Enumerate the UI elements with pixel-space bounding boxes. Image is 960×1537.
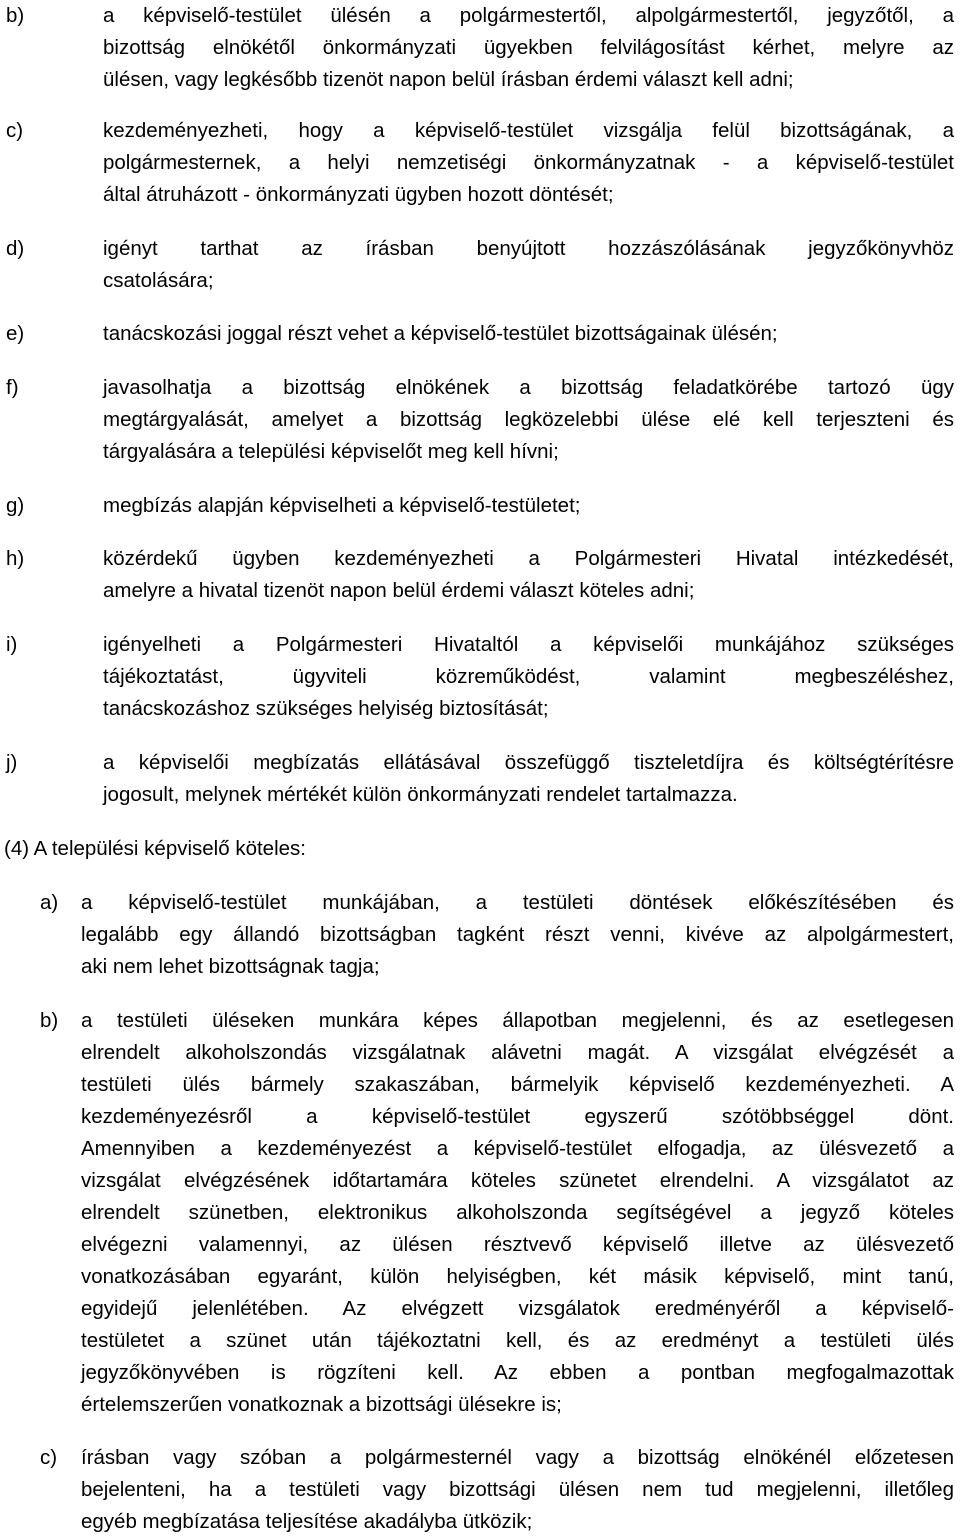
item-label: f): [6, 376, 19, 399]
item-text-line: igényt tarthat az írásban benyújtott hozzászólásának jegyzőkönyvhöz: [103, 237, 954, 260]
item-label: c): [6, 119, 24, 142]
item-text-line: a képviselő-testület ülésén a polgármestertől, alpolgármestertől, jegyzőtől, a: [103, 4, 954, 27]
item-label: g): [6, 494, 25, 517]
item-label: h): [6, 547, 25, 570]
item-text-line: aki nem lehet bizottságnak tagja;: [81, 955, 380, 978]
item-text-line: a képviselői megbízatás ellátásával összefüggő tiszteletdíjra és költségtérítésre: [103, 751, 954, 774]
item-text-line: ülésen, vagy legkésőbb tizenöt napon belül írásban érdemi választ kell adni;: [103, 68, 794, 91]
item-text-line: megbízás alapján képviselheti a képviselő-testületet;: [103, 494, 581, 517]
item-label: e): [6, 322, 25, 345]
item-text-line: jogosult, melynek mértékét külön önkormányzati rendelet tartalmazza.: [103, 783, 738, 806]
item-text-line: bizottság elnökétől önkormányzati ügyekben felvilágosítást kérhet, melyre az: [103, 36, 954, 59]
item-text-line: tájékoztatást, ügyviteli közreműködést, valamint megbeszéléshez,: [103, 665, 954, 688]
item-text-line: a testületi üléseken munkára képes állapotban megjelenni, és az esetlegesen: [81, 1009, 954, 1032]
item-label: j): [6, 751, 18, 774]
item-text-line: testületi ülés bármely szakaszában, bármelyik képviselő kezdeményezheti. A: [81, 1073, 954, 1096]
item-text-line: írásban vagy szóban a polgármesternél vagy a bizottság elnökénél előzetesen: [81, 1446, 954, 1469]
item-text-line: testületet a szünet után tájékoztatni kell, és az eredményt a testületi ülés: [81, 1329, 954, 1352]
item-label: d): [6, 237, 25, 260]
item-text-line: értelemszerűen vonatkoznak a bizottsági ülésekre is;: [81, 1393, 562, 1416]
item-text-line: polgármesternek, a helyi nemzetiségi önkormányzatnak - a képviselő-testület: [103, 151, 954, 174]
item-text-line: által átruházott - önkormányzati ügyben hozott döntését;: [103, 183, 614, 206]
item-text-line: megtárgyalását, amelyet a bizottság legközelebbi ülése elé kell terjeszteni és: [103, 408, 954, 431]
item-text-line: elvégezni valamennyi, az ülésen résztvevő képviselő illetve az ülésvezető: [81, 1233, 954, 1256]
item-label: i): [6, 633, 18, 656]
item-text-line: elrendelt szünetben, elektronikus alkoholszonda segítségével a jegyző köteles: [81, 1201, 954, 1224]
item-label: b): [6, 4, 25, 27]
item-text-line: javasolhatja a bizottság elnökének a bizottság feladatkörébe tartozó ügy: [103, 376, 954, 399]
item-label: c): [40, 1446, 58, 1469]
item-text-line: közérdekű ügyben kezdeményezheti a Polgármesteri Hivatal intézkedését,: [103, 547, 954, 570]
item-label: a): [40, 891, 59, 914]
item-text-line: tanácskozáshoz szükséges helyiség biztosítását;: [103, 697, 549, 720]
item-text-line: igényelheti a Polgármesteri Hivataltól a képviselői munkájához szükséges: [103, 633, 954, 656]
item-text-line: bejelenteni, ha a testületi vagy bizottsági ülésen nem tud megjelenni, illetőleg: [81, 1478, 954, 1501]
item-text-line: vonatkozásában egyaránt, külön helyiségben, két másik képviselő, mint tanú,: [81, 1265, 954, 1288]
item-text-line: Amennyiben a kezdeményezést a képviselő-testület elfogadja, az ülésvezető a: [81, 1137, 954, 1160]
item-text-line: vizsgálat elvégzésének időtartamára köteles szünetet elrendelni. A vizsgálatot az: [81, 1169, 954, 1192]
item-text-line: a képviselő-testület munkájában, a testületi döntések előkészítésében és: [81, 891, 954, 914]
item-text-line: amelyre a hivatal tizenöt napon belül érdemi választ köteles adni;: [103, 579, 695, 602]
section-heading: (4) A települési képviselő köteles:: [4, 837, 306, 860]
item-text-line: csatolására;: [103, 269, 214, 292]
item-text-line: jegyzőkönyvében is rögzíteni kell. Az ebben a pontban megfogalmazottak: [81, 1361, 954, 1384]
item-text-line: kezdeményezésről a képviselő-testület egyszerű szótöbbséggel dönt.: [81, 1105, 954, 1128]
item-text-line: tárgyalására a települési képviselőt meg kell hívni;: [103, 440, 559, 463]
item-text-line: legalább egy állandó bizottságban tagként részt venni, kivéve az alpolgármestert,: [81, 923, 954, 946]
item-text-line: egyidejű jelenlétében. Az elvégzett vizsgálatok eredményéről a képviselő-: [81, 1297, 954, 1320]
item-text-line: tanácskozási joggal részt vehet a képviselő-testület bizottságainak ülésén;: [103, 322, 778, 345]
item-text-line: egyéb megbízatása teljesítése akadályba ütközik;: [81, 1510, 533, 1533]
item-text-line: kezdeményezheti, hogy a képviselő-testület vizsgálja felül bizottságának, a: [103, 119, 954, 142]
item-text-line: elrendelt alkoholszondás vizsgálatnak alávetni magát. A vizsgálat elvégzését a: [81, 1041, 954, 1064]
item-label: b): [40, 1009, 59, 1032]
